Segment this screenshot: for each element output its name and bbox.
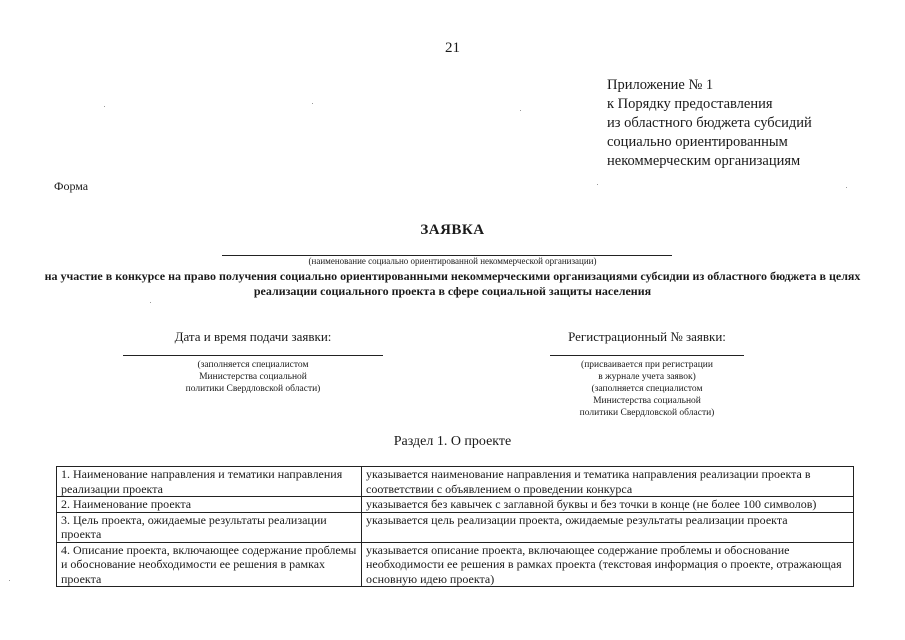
scan-speck (312, 103, 313, 104)
scan-speck (597, 184, 598, 185)
note-line: (заполняется специалистом (197, 360, 309, 370)
appendix-line: Приложение № 1 (607, 77, 714, 93)
org-name-caption: (наименование социально ориентированной некоммерческой организации) (308, 256, 597, 266)
row-value: указывается описание проекта, включающее содержание проблемы и обоснование необходимости ее решения в рамках проекта (текстовая информация о проекте, отражающая основную идею проекта) (362, 542, 854, 587)
page-number: 21 (445, 40, 460, 56)
note-line: политики Свердловской области) (185, 384, 321, 394)
row-value: указывается цель реализации проекта, ожидаемые результаты реализации проекта (362, 512, 854, 542)
table-row (57, 542, 854, 587)
scan-speck (846, 187, 847, 188)
submission-date-label: Дата и время подачи заявки: (174, 329, 332, 344)
scan-speck (104, 106, 105, 107)
note-line: политики Свердловской области) (579, 408, 715, 418)
appendix-line: из областного бюджета субсидий (607, 115, 812, 131)
row-label: 2. Наименование проекта (57, 497, 362, 513)
row-label: 1. Наименование направления и тематики направления реализации проекта (57, 467, 362, 497)
scan-speck (520, 110, 521, 111)
row-value: указывается наименование направления и тематика направления реализации проекта в соответствии с объявлением о проведении конкурса (362, 467, 854, 497)
appendix-line: к Порядку предоставления (607, 96, 773, 112)
note-line: Министерства социальной (199, 372, 307, 382)
appendix-block (607, 76, 812, 171)
document-title: ЗАЯВКА (420, 222, 485, 238)
registration-number-line (550, 355, 744, 356)
row-value: указывается без кавычек с заглавной буквы и без точки в конце (не более 100 символов) (362, 497, 854, 513)
scan-speck (150, 302, 151, 303)
note-line: Министерства социальной (593, 396, 701, 406)
form-label: Форма (54, 179, 89, 193)
row-label: 3. Цель проекта, ожидаемые результаты реализации проекта (57, 512, 362, 542)
note-line: (присваивается при регистрации (581, 360, 713, 370)
registration-number-label: Регистрационный № заявки: (568, 329, 726, 344)
table-row (57, 497, 854, 513)
appendix-line: социально ориентированным (607, 134, 788, 150)
table-row (57, 467, 854, 497)
row-label: 4. Описание проекта, включающее содержание проблемы и обоснование необходимости ее решения в рамках проекта (57, 542, 362, 587)
registration-note (550, 359, 744, 419)
submission-note (123, 359, 383, 395)
appendix-line: некоммерческим организациям (607, 153, 801, 169)
document-subtitle: на участие в конкурсе на право получения социально ориентированными некоммерческими организациями субсидии из областного бюджета в целях реализации социального проекта в сфере социальной защиты населения (44, 269, 861, 298)
scan-speck (9, 580, 10, 581)
note-line: (заполняется специалистом (591, 384, 703, 394)
submission-date-line (123, 355, 383, 356)
note-line: в журнале учета заявок) (598, 372, 696, 382)
section-title: Раздел 1. О проекте (393, 434, 512, 449)
project-table (56, 466, 854, 587)
table-row (57, 512, 854, 542)
